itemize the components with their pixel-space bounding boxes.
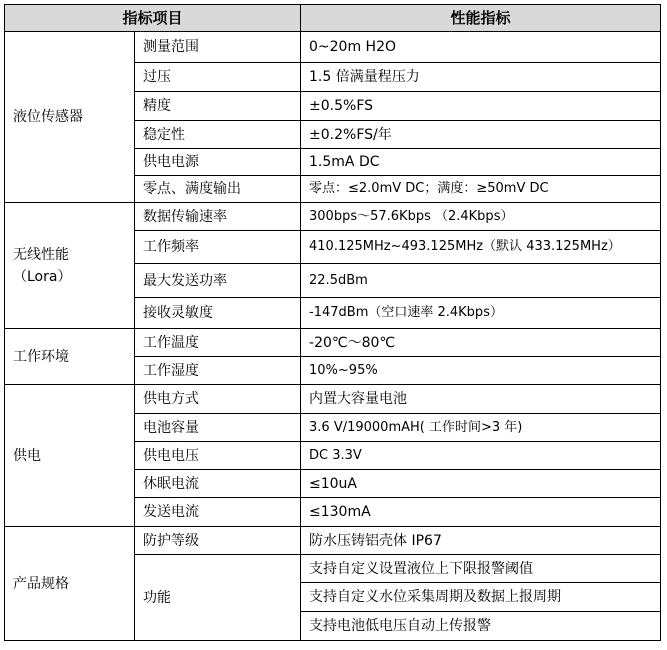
value-cell: 支持电池低电压自动上传报警 [301, 612, 661, 641]
value-cell: 内置大容量电池 [301, 385, 661, 414]
table-row [5, 32, 661, 63]
item-cell: 功能 [135, 555, 301, 641]
value-cell: 22.5dBm [301, 264, 661, 298]
value-cell: 支持自定义设置液位上下限报警阈值 [301, 555, 661, 583]
header-item-column: 指标项目 [5, 5, 301, 32]
value-cell: DC 3.3V [301, 442, 661, 470]
table-row [5, 385, 661, 414]
category-cell: 供电 [5, 385, 135, 527]
spec-table [4, 4, 661, 641]
value-cell: 10%~95% [301, 357, 661, 385]
item-cell: 精度 [135, 92, 301, 121]
value-cell: -20℃～80℃ [301, 329, 661, 357]
item-cell: 电池容量 [135, 414, 301, 442]
item-cell: 供电方式 [135, 385, 301, 414]
table-row [5, 527, 661, 555]
table-row [5, 329, 661, 357]
item-cell: 防护等级 [135, 527, 301, 555]
category-cell: 工作环境 [5, 329, 135, 385]
category-cell: 液位传感器 [5, 32, 135, 203]
value-cell: ±0.5%FS [301, 92, 661, 121]
category-cell: 产品规格 [5, 527, 135, 641]
category-line: 无线性能 [13, 246, 69, 263]
value-cell: 防水压铸铝壳体 IP67 [301, 527, 661, 555]
value-cell: 支持自定义水位采集周期及数据上报周期 [301, 583, 661, 612]
category-cell [5, 203, 135, 329]
category-line: （Lora） [13, 268, 72, 285]
table-row [5, 203, 661, 231]
value-cell: 410.125MHz~493.125MHz（默认 433.125MHz） [301, 231, 661, 264]
value-cell: -147dBm（空口速率 2.4Kbps） [301, 298, 661, 329]
item-cell: 工作温度 [135, 329, 301, 357]
item-cell: 发送电流 [135, 498, 301, 527]
value-cell: 300bps～57.6Kbps （2.4Kbps） [301, 203, 661, 231]
value-cell: ≤130mA [301, 498, 661, 527]
item-cell: 工作湿度 [135, 357, 301, 385]
value-cell: ±0.2%FS/年 [301, 121, 661, 149]
value-cell: 0~20m H2O [301, 32, 661, 63]
item-cell: 最大发送功率 [135, 264, 301, 298]
item-cell: 接收灵敏度 [135, 298, 301, 329]
value-cell: 零点：≤2.0mV DC；满度：≥50mV DC [301, 176, 661, 203]
header-row [5, 5, 661, 32]
item-cell: 过压 [135, 63, 301, 92]
item-cell: 零点、满度输出 [135, 176, 301, 203]
item-cell: 稳定性 [135, 121, 301, 149]
item-cell: 供电电压 [135, 442, 301, 470]
item-cell: 工作频率 [135, 231, 301, 264]
item-cell: 供电电源 [135, 149, 301, 176]
item-cell: 休眠电流 [135, 470, 301, 498]
item-cell: 数据传输速率 [135, 203, 301, 231]
header-value-column: 性能指标 [301, 5, 661, 32]
value-cell: 3.6 V/19000mAH( 工作时间>3 年) [301, 414, 661, 442]
value-cell: 1.5mA DC [301, 149, 661, 176]
value-cell: 1.5 倍满量程压力 [301, 63, 661, 92]
value-cell: ≤10uA [301, 470, 661, 498]
item-cell: 测量范围 [135, 32, 301, 63]
